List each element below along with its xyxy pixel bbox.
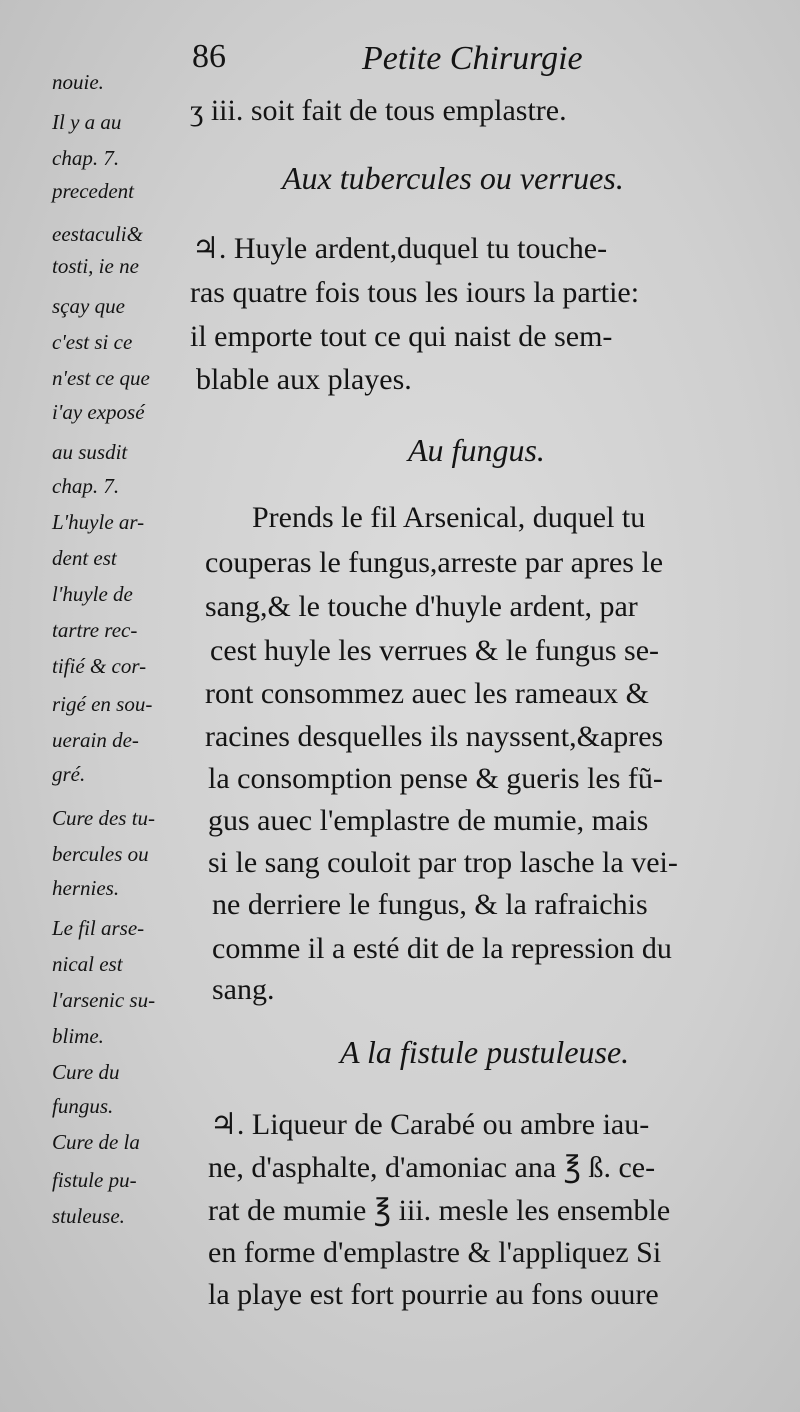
margin-note: tifié & cor-: [52, 654, 147, 678]
margin-note: fungus.: [52, 1094, 114, 1118]
margin-note: bercules ou: [52, 842, 149, 866]
text-line: ♃. Liqueur de Carabé ou ambre iau-: [210, 1108, 650, 1141]
text-line: en forme d'emplastre & l'appliquez Si: [208, 1236, 662, 1269]
text-line: sang,& le touche d'huyle ardent, par: [205, 590, 638, 623]
text-line: cest huyle les verrues & le fungus se-: [210, 634, 660, 667]
text-line: la playe est fort pourrie au fons ouure: [208, 1278, 659, 1311]
margin-note: n'est ce que: [52, 366, 150, 390]
margin-note: blime.: [52, 1024, 104, 1048]
margin-note: precedent: [52, 179, 135, 203]
margin-note: Il y a au: [52, 110, 122, 134]
margin-note: dent est: [52, 546, 117, 570]
margin-note: tosti, ie ne: [52, 254, 139, 278]
margin-note: nouie.: [52, 70, 104, 94]
running-title: Petite Chirurgie: [362, 40, 583, 77]
margin-note: eestaculi&: [52, 222, 143, 246]
text-line: sang.: [212, 973, 275, 1006]
margin-note: L'huyle ar-: [52, 510, 145, 534]
margin-note: c'est si ce: [52, 330, 133, 354]
text-line: gus auec l'emplastre de mumie, mais: [208, 804, 649, 837]
text-line: rat de mumie ℥ iii. mesle les ensemble: [208, 1194, 671, 1227]
margin-note: Cure du: [52, 1060, 120, 1084]
margin-note: gré.: [52, 762, 86, 786]
text-line: si le sang couloit par trop lasche la vei-: [208, 846, 678, 879]
text-line: Prends le fil Arsenical, duquel tu: [252, 501, 646, 534]
text-line: ʒ iii. soit fait de tous emplastre.: [190, 94, 567, 127]
margin-note: tartre rec-: [52, 618, 138, 642]
section-heading: Au fungus.: [408, 432, 545, 468]
text-line: la consomption pense & gueris les fũ-: [208, 762, 663, 795]
page-number: 86: [192, 38, 226, 75]
margin-note: hernies.: [52, 876, 120, 900]
margin-note: stuleuse.: [52, 1204, 125, 1228]
text-line: ♃. Huyle ardent,duquel tu touche-: [192, 232, 608, 265]
margin-note: Le fil arse-: [52, 916, 145, 940]
text-line: ront consommez auec les rameaux &: [205, 677, 649, 710]
margin-note: Cure de la: [52, 1130, 140, 1154]
section-heading: A la fistule pustuleuse.: [340, 1034, 630, 1070]
text-line: couperas le fungus,arreste par apres le: [205, 546, 664, 579]
margin-note: rigé en sou-: [52, 692, 153, 716]
margin-note: sçay que: [52, 294, 125, 318]
text-line: ne, d'asphalte, d'amoniac ana ℥ ß. ce-: [208, 1151, 656, 1184]
text-line: ne derriere le fungus, & la rafraichis: [212, 888, 648, 921]
margin-note: l'huyle de: [52, 582, 133, 606]
margin-note: uerain de-: [52, 728, 139, 752]
text-line: racines desquelles ils nayssent,&apres: [205, 720, 664, 753]
margin-note: au susdit: [52, 440, 128, 464]
section-heading: Aux tubercules ou verrues.: [282, 160, 624, 196]
margin-note: l'arsenic su-: [52, 988, 156, 1012]
margin-note: i'ay exposé: [52, 400, 145, 424]
margin-note: Cure des tu-: [52, 806, 156, 830]
margin-note: chap. 7.: [52, 474, 120, 498]
margin-note: fistule pu-: [52, 1168, 137, 1192]
text-line: ras quatre fois tous les iours la partie:: [190, 276, 640, 309]
margin-note: chap. 7.: [52, 146, 120, 170]
text-line: blable aux playes.: [196, 363, 412, 396]
text-line: il emporte tout ce qui naist de sem-: [190, 320, 613, 353]
margin-note: nical est: [52, 952, 123, 976]
text-line: comme il a esté dit de la repression du: [212, 932, 672, 965]
